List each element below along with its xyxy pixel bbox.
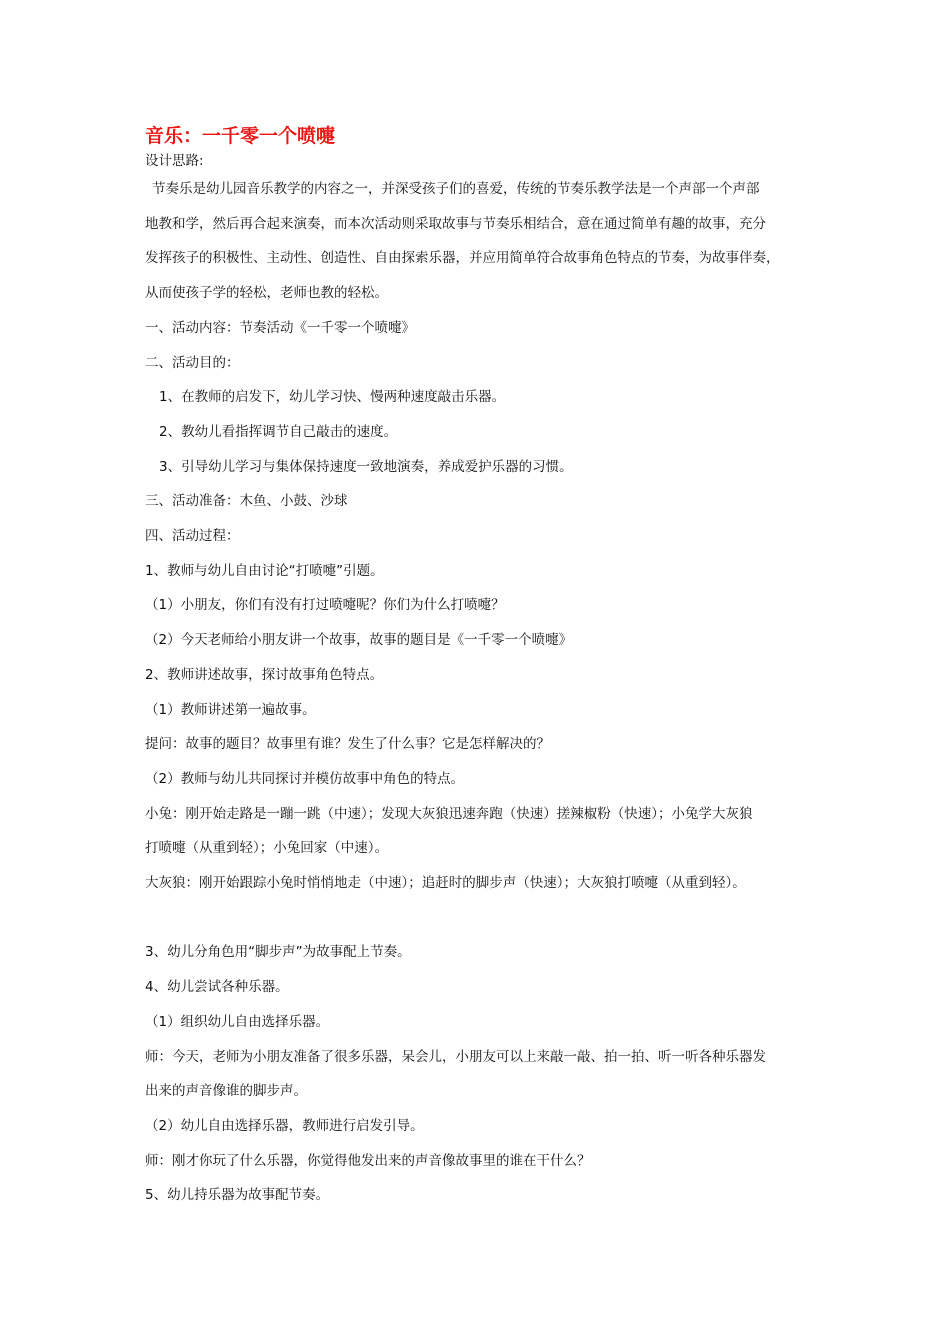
text-line: （1）教师讲述第一遍故事。: [145, 701, 316, 718]
text-line: 2、教幼儿看指挥调节自己敲击的速度。: [159, 423, 398, 440]
text-line: 师：今天，老师为小朋友准备了很多乐器，呆会儿，小朋友可以上来敲一敲、拍一拍、听一听各种乐器发: [145, 1048, 766, 1065]
text-line: 二、活动目的：: [145, 354, 240, 371]
text-line: 地教和学，然后再合起来演奏，而本次活动则采取故事与节奏乐相结合，意在通过简单有趣的故事，充分: [145, 215, 766, 232]
text-line: 1、在教师的启发下，幼儿学习快、慢两种速度敲击乐器。: [159, 389, 506, 406]
text-line: 1、教师与幼儿自由讨论“打喷嚏”引题。: [145, 562, 384, 579]
text-line: 小兔：刚开始走路是一蹦一跳（中速）；发现大灰狼迅速奔跑（快速）搓辣椒粉（快速）；小兔学大灰狼: [145, 805, 753, 822]
text-line: 节奏乐是幼儿园音乐教学的内容之一，并深受孩子们的喜爱，传统的节奏乐教学法是一个声部一个声部: [152, 181, 760, 197]
text-line: 提问：故事的题目？故事里有谁？发生了什么事？它是怎样解决的？: [145, 736, 550, 753]
text-line: 大灰狼：刚开始跟踪小兔时悄悄地走（中速）；追赶时的脚步声（快速）；大灰狼打喷嚏（从重到轻）。: [145, 875, 746, 892]
document-title: 音乐：一千零一个喷嚏: [145, 125, 336, 147]
text-line: 3、幼儿分角色用“脚步声”为故事配上节奏。: [145, 944, 411, 961]
blank-line: [145, 901, 815, 936]
text-line: 5、幼儿持乐器为故事配节奏。: [145, 1187, 330, 1204]
text-line: 设计思路:: [145, 153, 204, 169]
text-line: 2、教师讲述故事，探讨故事角色特点。: [145, 666, 384, 683]
text-line: 一、活动内容：节奏活动《一千零一个喷嚏》: [145, 319, 415, 336]
text-line: 从而使孩子学的轻松，老师也教的轻松。: [145, 285, 388, 302]
text-line: 3、引导幼儿学习与集体保持速度一致地演奏，养成爱护乐器的习惯。: [159, 458, 573, 475]
text-line: （1）小朋友，你们有没有打过喷嚏呢？你们为什么打喷嚏？: [145, 597, 505, 614]
text-line: 4、幼儿尝试各种乐器。: [145, 979, 289, 996]
text-line: 师：刚才你玩了什么乐器，你觉得他发出来的声音像故事里的谁在干什么？: [145, 1152, 591, 1169]
document-body: [145, 122, 815, 1213]
text-line: 三、活动准备：木鱼、小鼓、沙球: [145, 493, 348, 510]
text-line: （1）组织幼儿自由选择乐器。: [145, 1013, 330, 1030]
text-line: （2）今天老师给小朋友讲一个故事，故事的题目是《一千零一个喷嚏》: [145, 632, 573, 649]
text-line: 四、活动过程：: [145, 528, 240, 545]
text-line: 打喷嚏（从重到轻）；小兔回家（中速）。: [145, 840, 388, 857]
text-line: 出来的声音像谁的脚步声。: [145, 1083, 307, 1100]
text-line: （2）教师与幼儿共同探讨并模仿故事中角色的特点。: [145, 770, 465, 787]
text-line: （2）幼儿自由选择乐器，教师进行启发引导。: [145, 1117, 424, 1134]
text-line: 发挥孩子的积极性、主动性、创造性、自由探索乐器，并应用简单符合故事角色特点的节奏，为故事伴奏，: [145, 250, 780, 267]
